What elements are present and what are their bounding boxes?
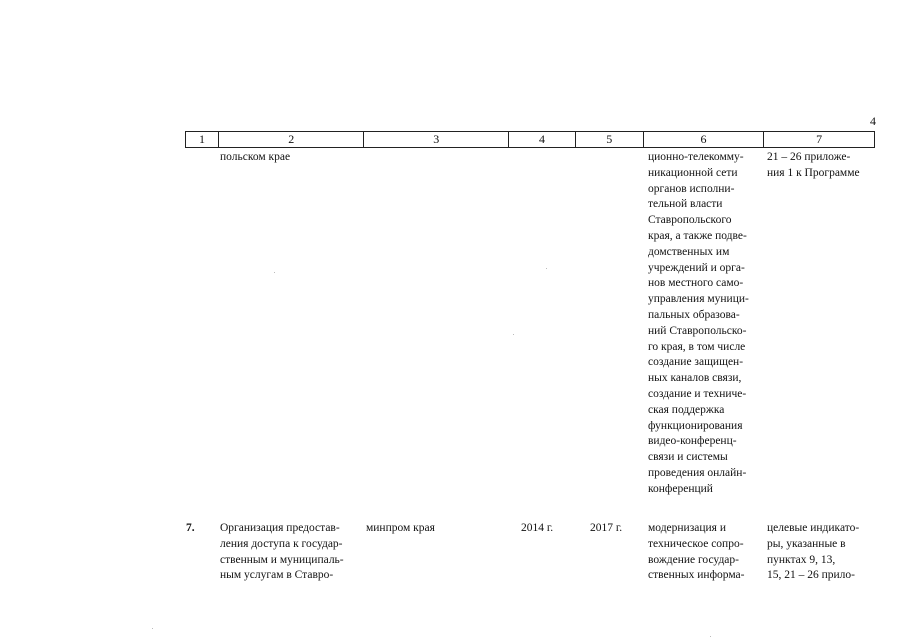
row-7-number: 7. — [186, 522, 195, 534]
scan-speck — [546, 268, 547, 269]
row-7-col4-text: 2014 г. — [521, 522, 554, 534]
continued-col7-text: 21 – 26 приложе- ния 1 к Программе — [767, 151, 860, 179]
header-col-3: 3 — [363, 132, 508, 147]
header-col-5: 5 — [575, 132, 643, 147]
scan-speck — [710, 636, 711, 637]
row-7-col3-text: минпром края — [366, 522, 435, 534]
row-7-col6-text: модернизация и техническое сопро- вождение государ- ственных информа- — [648, 522, 745, 582]
page-number: 4 — [870, 114, 876, 128]
table-header-row — [185, 131, 875, 148]
header-col-1: 1 — [198, 132, 205, 146]
header-col-4: 4 — [508, 132, 575, 147]
continued-col6-text: ционно-телекомму- никационной сети органов исполни- тельной власти Ставропольского края, а также подве- домственных им учреждений и орга- нов местного само- управления муници- пальных образова- ний Ставропольско- го края, в том числе создание защищен- ных каналов связи, создание и техниче- ская поддержка функционирования видео-конференц- связи и системы проведения онлайн- конференций — [648, 151, 749, 495]
continued-col2-text: польском крае — [220, 151, 291, 163]
row-7-col2-text: Организация предостав- ления доступа к государ- ственным и муниципаль- ным услугам в Ставро- — [220, 522, 344, 582]
header-col-6: 6 — [643, 132, 764, 147]
scan-speck — [152, 628, 153, 629]
row-7-col7-text: целевые индикато- ры, указанные в пунктах 9, 13, 15, 21 – 26 прило- — [767, 522, 860, 582]
scan-speck — [513, 334, 514, 335]
header-col-2: 2 — [218, 132, 364, 147]
scan-speck — [274, 272, 275, 273]
row-7-col5-text: 2017 г. — [590, 522, 623, 534]
header-col-7: 7 — [763, 132, 874, 147]
